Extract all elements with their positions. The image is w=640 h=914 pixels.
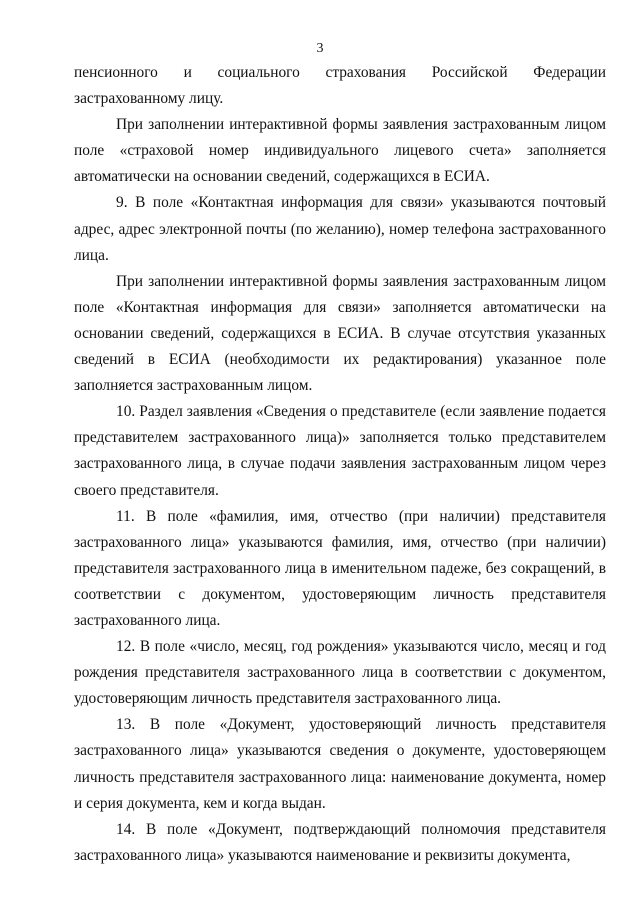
page-number: 3 xyxy=(316,41,324,56)
paragraph-snils-autofill: При заполнении интерактивной формы заявления застрахованным лицом поле «страховой номер индивидуального лицевого счета» заполняется автоматически на основании сведений, содержащихся в ЕСИА. xyxy=(74,116,606,186)
paragraph-item-10: 10. Раздел заявления «Сведения о представителе (если заявление подается представителем застрахованного лица)» заполняется только представителем застрахованного лица, в случае подачи заявления застрахованным лицом через своего представителя. xyxy=(74,403,606,499)
paragraph-continuation: пенсионного и социального страхования Российской Федерации застрахованному лицу. xyxy=(74,64,606,108)
paragraph-contact-autofill: При заполнении интерактивной формы заявления застрахованным лицом поле «Контактная информация для связи» заполняется автоматически на основании сведений, содержащихся в ЕСИА. В случае отсутствия указанных сведений в ЕСИА (необходимости их редактирования) указанное поле заполняется застрахованным лицом. xyxy=(74,272,606,395)
document-body xyxy=(74,60,606,869)
paragraph-item-9: 9. В поле «Контактная информация для связи» указываются почтовый адрес, адрес электронной почты (по желанию), номер телефона застрахованного лица. xyxy=(74,194,606,264)
paragraph-item-12: 12. В поле «число, месяц, год рождения» указываются число, месяц и год рождения представителя застрахованного лица в соответствии с документом, удостоверяющим личность представителя застрахованного лица. xyxy=(74,638,606,708)
paragraph-item-14: 14. В поле «Документ, подтверждающий полномочия представителя застрахованного лица» указываются наименование и реквизиты документа, xyxy=(74,820,606,864)
paragraph-item-11: 11. В поле «фамилия, имя, отчество (при наличии) представителя застрахованного лица» указываются фамилия, имя, отчество (при наличии) представителя застрахованного лица в именительном падеже, без сокращений, в соответствии с документом, удостоверяющим личность представителя застрахованного лица. xyxy=(74,507,606,629)
paragraph-item-13: 13. В поле «Документ, удостоверяющий личность представителя застрахованного лица» указываются сведения о документе, удостоверяющем личность представителя застрахованного лица: наименование документа, номер и серия документа, кем и когда выдан. xyxy=(74,716,606,812)
